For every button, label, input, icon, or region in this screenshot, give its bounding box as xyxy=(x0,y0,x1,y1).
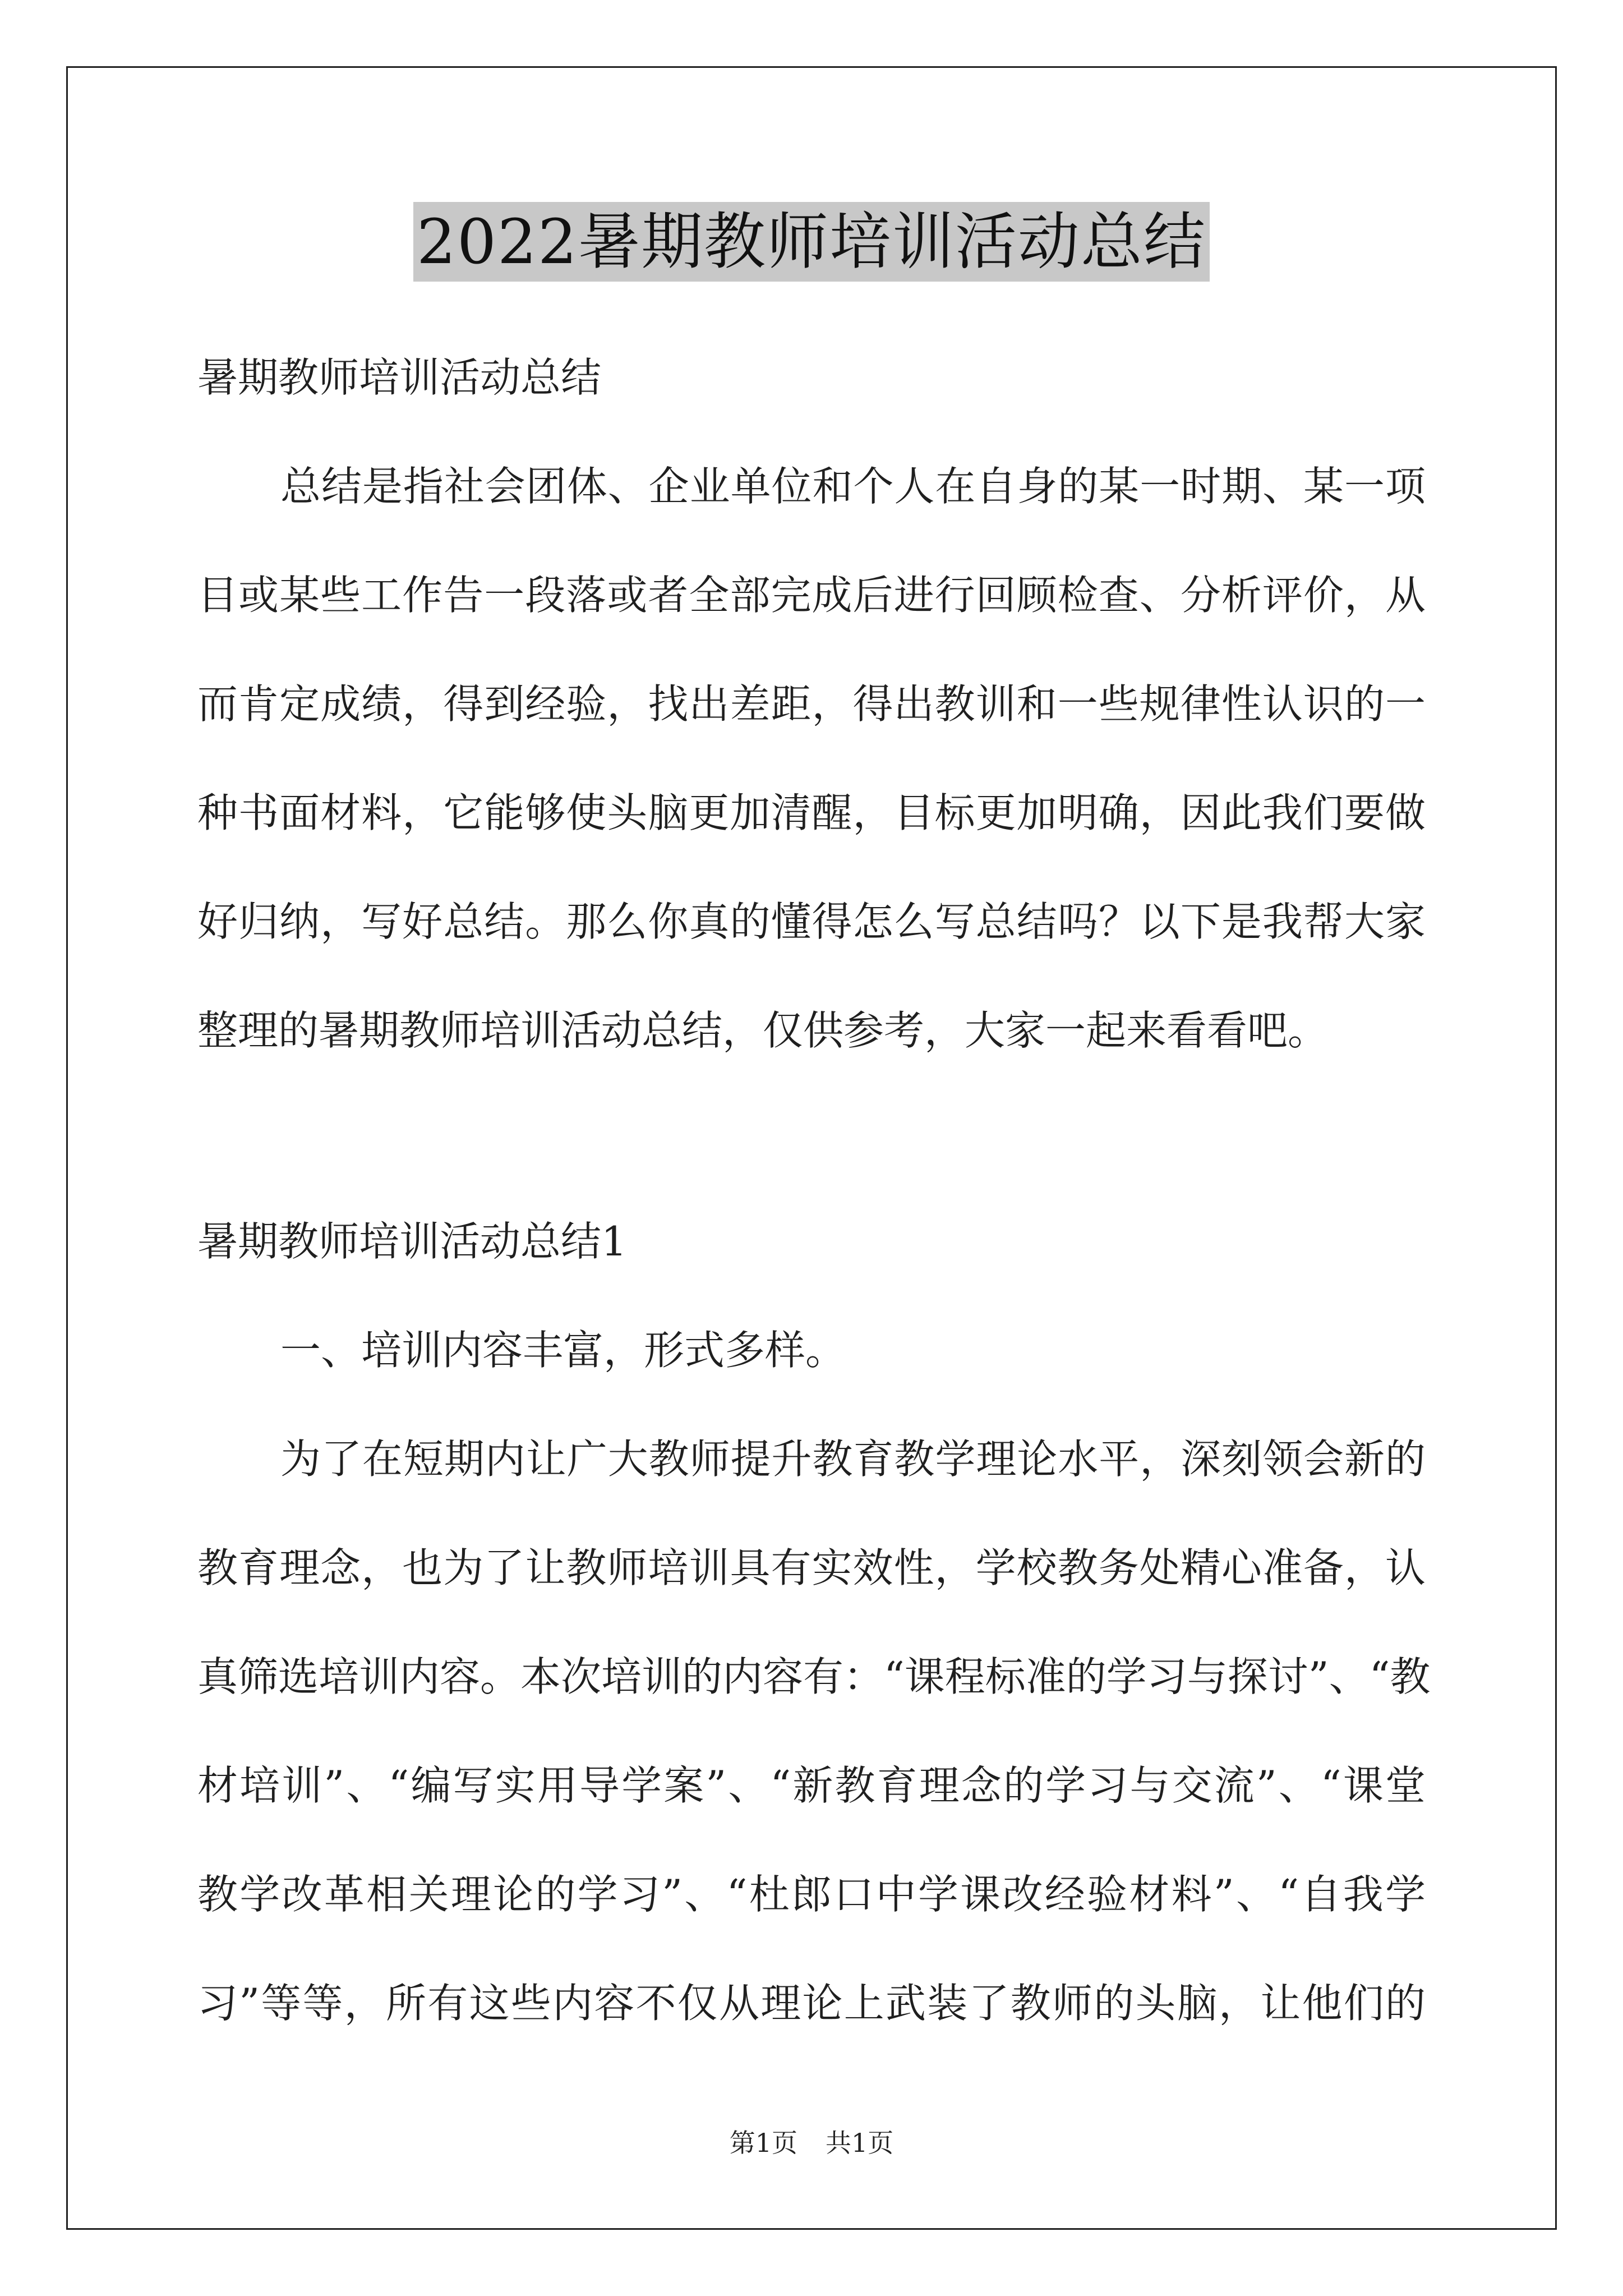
intro-line: 总结是指社会团体、企业单位和个人在自身的某一时期、某一项 xyxy=(280,463,1426,510)
document-subtitle: 暑期教师培训活动总结 xyxy=(197,354,602,401)
body-line: 教育理念，也为了让教师培训具有实效性，学校教务处精心准备，认 xyxy=(197,1544,1426,1591)
title-container xyxy=(0,202,1623,282)
body-line: 真筛选培训内容。本次培训的内容有：“课程标准的学习与探讨”、“教 xyxy=(197,1653,1431,1700)
body-line: 习”等等，所有这些内容不仅从理论上武装了教师的头脑，让他们的 xyxy=(197,1980,1426,2027)
body-line: 为了在短期内让广大教师提升教育教学理论水平，深刻领会新的 xyxy=(280,1435,1426,1483)
intro-line: 而肯定成绩，得到经验，找出差距，得出教训和一些规律性认识的一 xyxy=(197,680,1426,728)
body-line: 教学改革相关理论的学习”、“杜郎口中学课改经验材料”、“自我学 xyxy=(197,1871,1426,1918)
document-title: 2022暑期教师培训活动总结 xyxy=(413,202,1210,282)
section-heading: 暑期教师培训活动总结1 xyxy=(197,1218,627,1265)
section-point: 一、培训内容丰富，形式多样。 xyxy=(280,1327,846,1374)
page-footer xyxy=(0,2126,1623,2160)
intro-line: 目或某些工作告一段落或者全部完成后进行回顾检查、分析评价，从 xyxy=(197,572,1426,619)
intro-line: 整理的暑期教师培训活动总结，仅供参考，大家一起来看看吧。 xyxy=(197,1007,1329,1054)
page-number: 第1页 xyxy=(729,2128,797,2158)
body-line: 材培训”、“编写实用导学案”、“新教育理念的学习与交流”、“课堂 xyxy=(197,1762,1426,1809)
intro-line: 好归纳，写好总结。那么你真的懂得怎么写总结吗？以下是我帮大家 xyxy=(197,898,1426,945)
page-total: 共1页 xyxy=(826,2128,894,2158)
intro-line: 种书面材料，它能够使头脑更加清醒，目标更加明确，因此我们要做 xyxy=(197,789,1426,836)
